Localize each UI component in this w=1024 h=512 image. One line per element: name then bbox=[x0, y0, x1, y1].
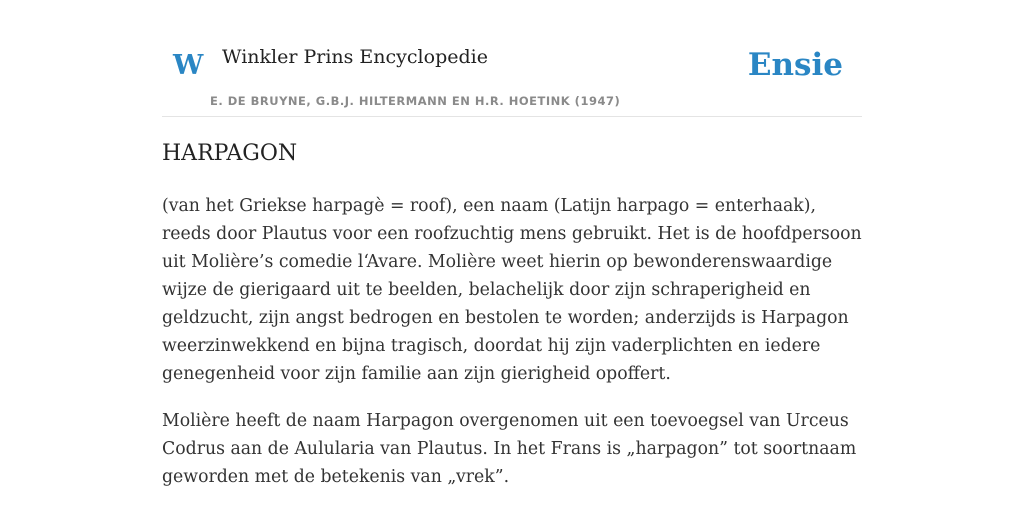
publication-header bbox=[162, 0, 862, 117]
publication-authors: E. DE BRUYNE, G.B.J. HILTERMANN EN H.R. HOETINK (1947) bbox=[210, 94, 621, 108]
entry-title: HARPAGON bbox=[162, 141, 298, 166]
article-paragraph-2: Molière heeft de naam Harpagon overgenomen uit een toevoegsel van Urceus Codrus aan de Aulularia van Plautus. In het Frans is „harpagon” tot soortnaam geworden met de betekenis van „vrek”. bbox=[162, 411, 857, 487]
article bbox=[162, 138, 862, 491]
publication-logo[interactable]: W bbox=[173, 50, 204, 81]
ensie-logo-link[interactable]: Ensie bbox=[747, 47, 843, 83]
article-paragraph-1: (van het Griekse harpagè = roof), een naam (Latijn harpago = enterhaak), reeds door Plautus voor een roofzuchtig mens gebruikt. Het is de hoofdpersoon uit Molière’s comedie l‘Avare. Molière weet hierin op bewonderenswaardige wijze de gierigaard uit te beelden, belachelijk door zijn schraperigheid en geldzucht, zijn angst bedrogen en bestolen te worden; anderzijds is Harpagon weerzinwekkend en bijna tragisch, doordat hij zijn vaderplichten en iedere genegenheid voor zijn familie aan zijn gierigheid opoffert. bbox=[162, 196, 862, 384]
publication-title[interactable]: Winkler Prins Encyclopedie bbox=[222, 46, 488, 68]
